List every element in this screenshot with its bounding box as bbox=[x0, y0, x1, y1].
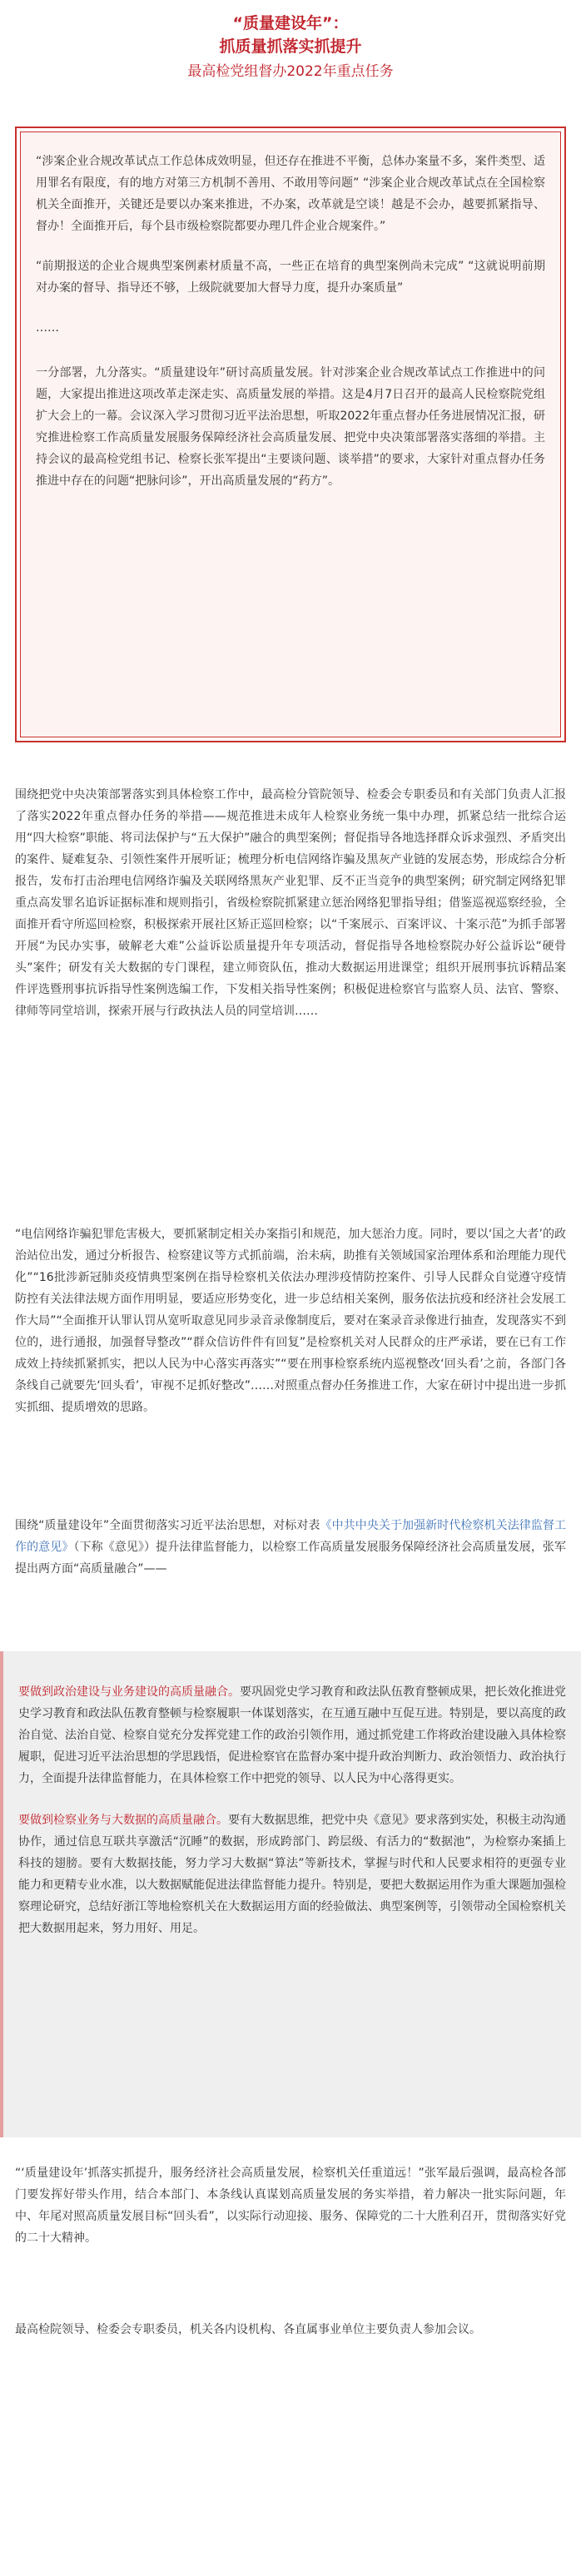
title-line-1: “质量建设年”： bbox=[232, 14, 349, 32]
highlight-box-inner bbox=[20, 132, 561, 737]
highlight-box bbox=[15, 127, 566, 742]
body-section-attendees bbox=[0, 2319, 581, 2369]
subtitle: 最高检党组督办2022年重点任务 bbox=[187, 63, 394, 80]
opinion-link[interactable]: 《中共中央关于加强新时代检察机关法律监督工作的意见》 bbox=[15, 1519, 566, 1554]
summary-paragraph: 一分部署，九分落实。“质量建设年”研讨高质量发展。针对涉案企业合规改革试点工作推进中的问题，大家提出推进这项改革走深走实、高质量发展的举措。这是4月7日召开的最高人民检察院党组扩大会上的一幕。会议深入学习贯彻习近平法治思想，听取2022年重点督办任务进展情况汇报，研究推进检察工作高质量发展服务保障经济社会高质量发展、把党中央决策部署落实落细的举措。主持会议的最高检党组书记、检察长张军提出“主要谈问题、谈举措”的要求，大家针对重点督办任务推进中存在的问题“把脉问诊”，开出高质量发展的“药方”。 bbox=[36, 366, 545, 488]
shaded-emphasis-block bbox=[0, 1651, 581, 2137]
title-line-2: 抓质量抓落实抓提升 bbox=[219, 37, 362, 56]
political-business-body: 要巩固党史学习教育和政法队伍教育整顿成果，把长效化推进党史学习教育和政法队伍教育整顿与检察履职一体谋划落实，在互通互融中互促互进。特别是，要以高度的政治自觉、法治自觉、检察自觉充分发挥党建工作的政治引领作用，通过抓党建工作将政治建设融入具体检察履职，促进习近平法治思想的学思践悟，促进检察官在监督办案中提升政治判断力、政治领悟力、政治执行力，全面提升法律监督能力，在具体检察工作中把党的领导、以人民为中心落得更实。 bbox=[18, 1685, 566, 1785]
quote-paragraph-2: “前期报送的企业合规典型案例素材质量不高，一些正在培育的典型案例尚未完成” “这就说明前期对办案的督导、指导还不够，上级院就要加大督导力度，提升办案质量” bbox=[36, 260, 545, 295]
discussion-paragraph: “电信网络诈骗犯罪危害极大，要抓紧制定相关办案指引和规范，加大惩治力度。同时，要以‘国之大者’的政治站位出发，通过分析报告、检察建议等方式抓前端，治未病，助推有关领域国家治理体系和治理能力现代化”“16批涉新冠肺炎疫情典型案例在指导检察机关依法办理涉疫情防控案件、引导人民群众自觉遵守疫情防控有关法律法规方面作用明显，要适应形势变化，进一步总结相关案例，服务依法抗疫和经济社会发展工作大局”“全面推开认罪认罚从宽听取意见同步录音录像制度后，要对在案录音录像进行抽查，发现落实不到位的，进行通报，加强督导整改”“群众信访件件有回复”是检察机关对人民群众的庄严承诺，要在已有工作成效上持续抓紧抓实，把以人民为中心落实再落实”“要在刑事检察系统内巡视整改‘回头看’之前，各部门各条线自己就要先‘回头看’，审视不足抓好整改”……对照重点督办任务推进工作，大家在研讨中提出进一步抓实抓细、提质增效的思路。 bbox=[15, 1228, 566, 1414]
quote-paragraph-1: “涉案企业合规改革试点工作总体成效明显，但还存在推进不平衡，总体办案量不多，案件类型、适用罪名有限度，有的地方对第三方机制不善用、不敢用等问题” “涉案企业合规改革试点在全国检察机关全面推开，关键还是要以办案来推进，不办案，改革就是空谈！越是不会办，越要抓紧指导、督办！全面推开后，每个县市级检察院都要办理几件企业合规案件。” bbox=[36, 155, 545, 233]
bigdata-lead: 要做到检察业务与大数据的高质量融合。 bbox=[18, 1814, 228, 1827]
attendees-paragraph: 最高检院领导、检委会专职委员，机关各内设机构、各直属事业单位主要负责人参加会议。 bbox=[15, 2323, 481, 2336]
integration-suffix: （下称《意见》）提升法律监督能力，以检察工作高质量发展服务保障经济社会高质量发展，张军提出两方面“高质量融合”—— bbox=[15, 1541, 567, 1576]
body-section-measures bbox=[0, 784, 581, 1209]
bigdata-body: 要有大数据思维，把党中央《意见》要求落到实处，积极主动沟通协作，通过信息互联共享激活“沉睡”的数据，形成跨部门、跨层级、有活力的“数据池”，为检察办案插上科技的翅膀。要有大数据技能，努力学习大数据“算法”等新技术，掌握与时代和人民要求相符的更强专业能力和更精专业水准，以大数据赋能促进法律监督能力提升。特别是，要把大数据运用作为重大课题加强检察理论研究，总结好浙江等地检察机关在大数据运用方面的经验做法、典型案例等，引领带动全国检察机关把大数据用起来，努力用好、用足。 bbox=[18, 1814, 566, 1935]
political-business-lead: 要做到政治建设与业务建设的高质量融合。 bbox=[18, 1685, 240, 1699]
political-business-paragraph bbox=[18, 1681, 566, 1789]
body-section-conclusion bbox=[0, 2162, 581, 2314]
conclusion-paragraph: “‘质量建设年’抓落实抓提升，服务经济社会高质量发展，检察机关任重道远！”张军最后强调，最高检各部门要发挥好带头作用，结合本部门、本条线认真谋划高质量发展的务实举措，着力解决一批实际问题，年中、年尾对照高质量发展目标“回头看”，以实际行动迎接、服务、保障党的二十大胜利召开，贯彻落实好党的二十大精神。 bbox=[15, 2167, 566, 2245]
ellipsis-paragraph: …… bbox=[36, 321, 59, 335]
body-section-discussion bbox=[0, 1223, 581, 1498]
body-section-integration bbox=[0, 1515, 581, 1631]
integration-paragraph bbox=[15, 1515, 566, 1580]
bigdata-paragraph bbox=[18, 1809, 566, 1939]
integration-prefix: 围绕“质量建设年”全面贯彻落实习近平法治思想，对标对表 bbox=[15, 1519, 320, 1532]
article-header bbox=[0, 0, 581, 83]
measures-paragraph: 围绕把党中央决策部署落实到具体检察工作中，最高检分管院领导、检委会专职委员和有关部门负责人汇报了落实2022年重点督办任务的举措——规范推进未成年人检察业务统一集中办理，抓紧总结一批综合运用“四大检察”职能、将司法保护与“五大保护”融合的典型案例；督促指导各地选择群众诉求强烈、矛盾突出的案件、疑难复杂、引领性案件开展听证；梳理分析电信网络诈骗及黑灰产业链的发展态势，形成综合分析报告，发布打击治理电信网络诈骗及关联网络黑灰产业犯罪、反不正当竞争的典型案例；研究制定网络犯罪重点高发罪名追诉证据标准和规则指引，省级检察院抓紧建立惩治网络犯罪指导组；借鉴巡视巡察经验，全面推开看守所巡回检察，积极探索开展社区矫正巡回检察；以“千案展示、百案评议、十案示范”为抓手部署开展“为民办实事，破解老大难”公益诉讼质量提升年专项活动，督促指导各地检察院办好公益诉讼“硬骨头”案件；研发有关大数据的专门课程，建立师资队伍，推动大数据运用进课堂；组织开展刑事抗诉精品案件评选暨刑事抗诉指导性案例选编工作，下发相关指导性案例；积极促进检察官与监察人员、法官、警察、律师等同堂培训，探索开展与行政执法人员的同堂培训…… bbox=[15, 788, 566, 1018]
